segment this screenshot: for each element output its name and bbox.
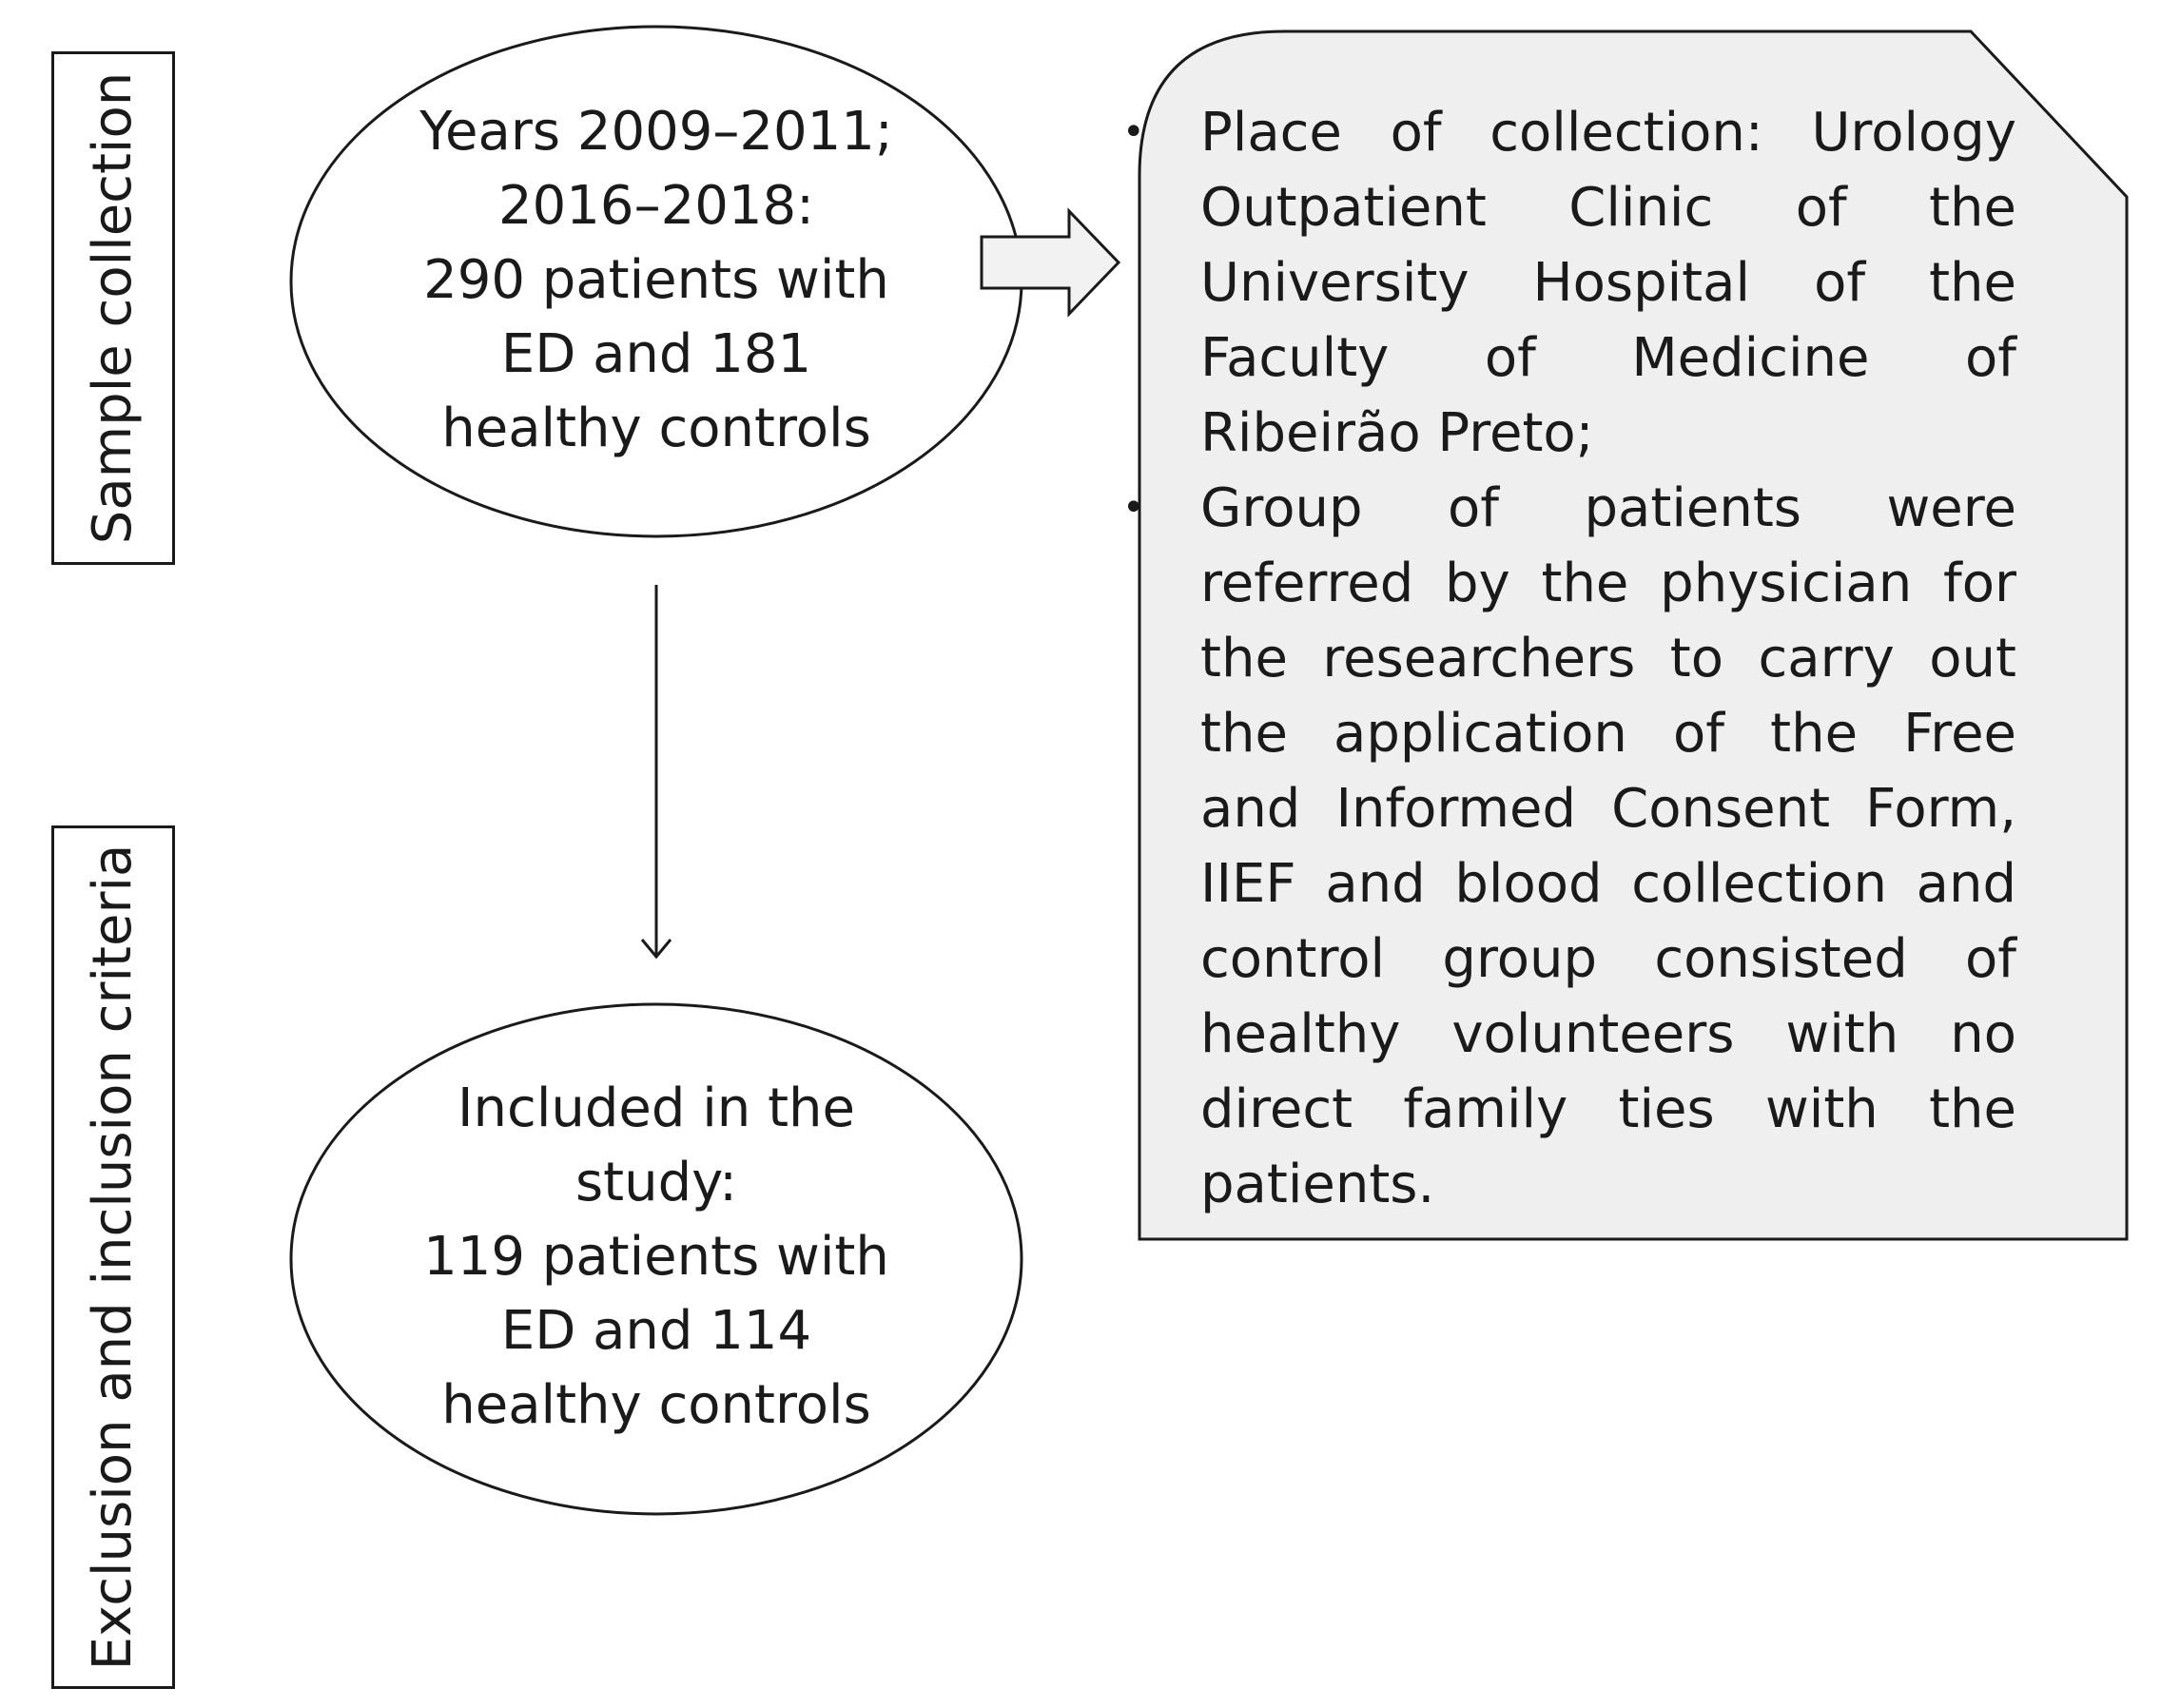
- initial-sample-line: ED and 181: [500, 323, 812, 385]
- initial-sample-line: 290 patients with: [423, 249, 889, 311]
- details-item-groups: [1122, 471, 2016, 1222]
- details-item-text: Place of collection: Urology Outpatient Clinic of the University Hospital of the Faculty of Medicine of Ribeirão Preto;: [1200, 102, 2016, 464]
- bullet-icon: •: [1122, 110, 1145, 154]
- details-item-place: [1122, 95, 2016, 471]
- included-sample-text: [371, 1072, 942, 1443]
- initial-sample-line: Years 2009–2011;: [419, 101, 893, 163]
- included-sample-line: study:: [574, 1152, 738, 1213]
- bullet-icon: •: [1122, 486, 1145, 530]
- stage-label-sample-collection-text: Sample collection: [82, 71, 144, 545]
- included-sample-line: 119 patients with: [423, 1226, 889, 1288]
- details-item-text: Group of patients were referred by the physician for the researchers to carry out the application of the Free and Informed Consent Form, IIEF and blood collection and control group consisted of healthy volunteers with no direct family ties with the patients.: [1200, 477, 2016, 1215]
- included-sample-line: Included in the: [458, 1077, 855, 1139]
- details-list: [1122, 95, 2016, 1222]
- initial-sample-text: [371, 95, 942, 466]
- included-sample-line: healthy controls: [441, 1374, 871, 1436]
- down-arrow: [642, 585, 671, 957]
- stage-label-exclusion-inclusion-text: Exclusion and inclusion criteria: [82, 844, 144, 1671]
- included-sample-line: ED and 114: [500, 1300, 812, 1362]
- initial-sample-line: 2016–2018:: [498, 175, 814, 237]
- initial-sample-line: healthy controls: [441, 398, 871, 459]
